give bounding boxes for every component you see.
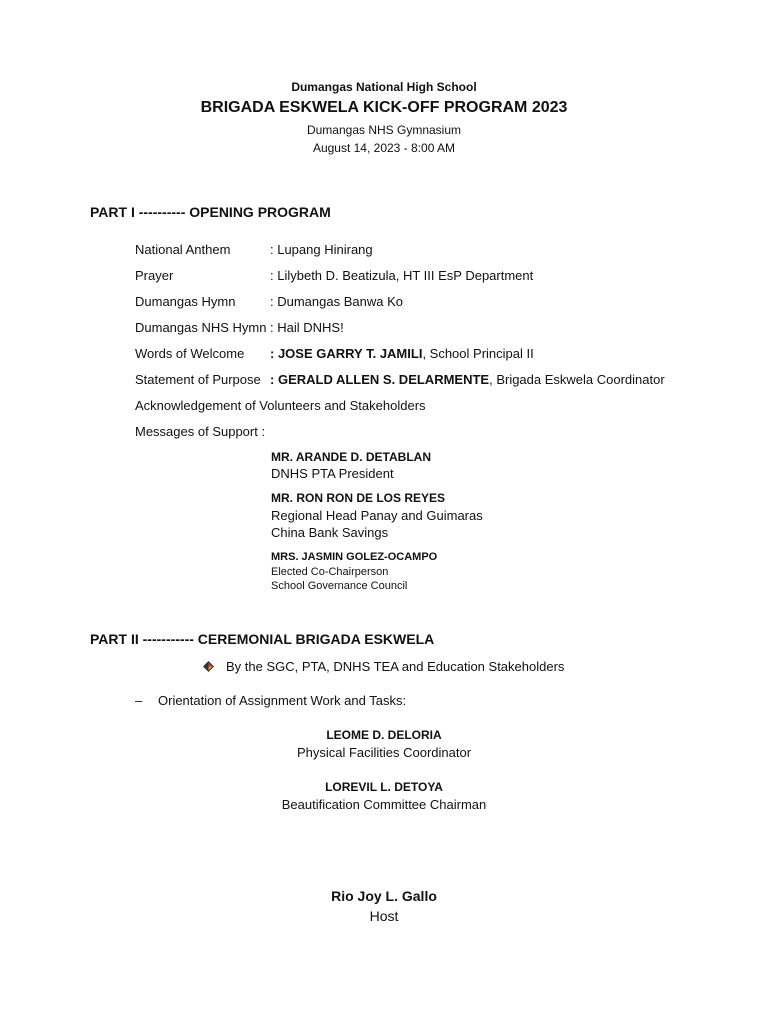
item-suffix: , School Principal II bbox=[422, 346, 534, 361]
venue: Dumangas NHS Gymnasium bbox=[306, 123, 462, 137]
item-name: GERALD ALLEN S. DELARMENTE bbox=[277, 372, 490, 387]
item-value bbox=[270, 346, 534, 361]
support-role: China Bank Savings bbox=[271, 525, 389, 540]
item-value bbox=[270, 372, 665, 387]
orientation-line: Orientation of Assignment Work and Tasks: bbox=[158, 693, 407, 708]
support-name: MR. RON RON DE LOS REYES bbox=[271, 491, 446, 505]
item-label: Prayer bbox=[135, 268, 174, 283]
support-role: Regional Head Panay and Guimaras bbox=[271, 508, 483, 523]
item-label: Statement of Purpose bbox=[135, 372, 261, 387]
item-label: Words of Welcome bbox=[135, 346, 245, 361]
item-value: : Hail DNHS! bbox=[270, 320, 344, 335]
item-prefix: : bbox=[270, 372, 278, 387]
item-value: : Lupang Hinirang bbox=[270, 242, 373, 257]
item-prefix: : bbox=[270, 346, 278, 361]
support-role: Elected Co-Chairperson bbox=[271, 566, 389, 578]
support-name: MRS. JASMIN GOLEZ-OCAMPO bbox=[271, 551, 438, 563]
chairman-name: LOREVIL L. DETOYA bbox=[325, 780, 443, 794]
support-role: School Governance Council bbox=[271, 580, 408, 592]
item-suffix: , Brigada Eskwela Coordinator bbox=[489, 372, 665, 387]
support-label: Messages of Support : bbox=[135, 424, 266, 439]
acknowledgement-line: Acknowledgement of Volunteers and Stakeholders bbox=[135, 398, 426, 413]
support-role: DNHS PTA President bbox=[271, 466, 394, 481]
school-name: Dumangas National High School bbox=[291, 80, 477, 94]
item-name: JOSE GARRY T. JAMILI bbox=[277, 346, 423, 361]
host-role: Host bbox=[369, 908, 399, 924]
coordinator-role: Physical Facilities Coordinator bbox=[296, 745, 472, 760]
part1-heading: PART I ---------- OPENING PROGRAM bbox=[90, 204, 331, 220]
item-label: National Anthem bbox=[135, 242, 231, 257]
support-name: MR. ARANDE D. DETABLAN bbox=[271, 450, 431, 464]
chairman-role: Beautification Committee Chairman bbox=[281, 797, 487, 812]
diamond-bullet-icon bbox=[203, 661, 214, 672]
bullet-text: By the SGC, PTA, DNHS TEA and Education Stakeholders bbox=[226, 659, 565, 674]
item-value: : Dumangas Banwa Ko bbox=[270, 294, 403, 309]
item-label: Dumangas NHS Hymn bbox=[135, 320, 267, 335]
date-time: August 14, 2023 - 8:00 AM bbox=[312, 141, 456, 155]
host-name: Rio Joy L. Gallo bbox=[331, 888, 437, 904]
part2-heading: PART II ----------- CEREMONIAL BRIGADA ESKWELA bbox=[90, 631, 435, 647]
item-value: : Lilybeth D. Beatizula, HT III EsP Department bbox=[270, 268, 534, 283]
coordinator-name: LEOME D. DELORIA bbox=[326, 728, 442, 742]
program-title: BRIGADA ESKWELA KICK-OFF PROGRAM 2023 bbox=[200, 99, 568, 116]
dash-marker: – bbox=[135, 693, 143, 708]
item-label: Dumangas Hymn bbox=[135, 294, 236, 309]
